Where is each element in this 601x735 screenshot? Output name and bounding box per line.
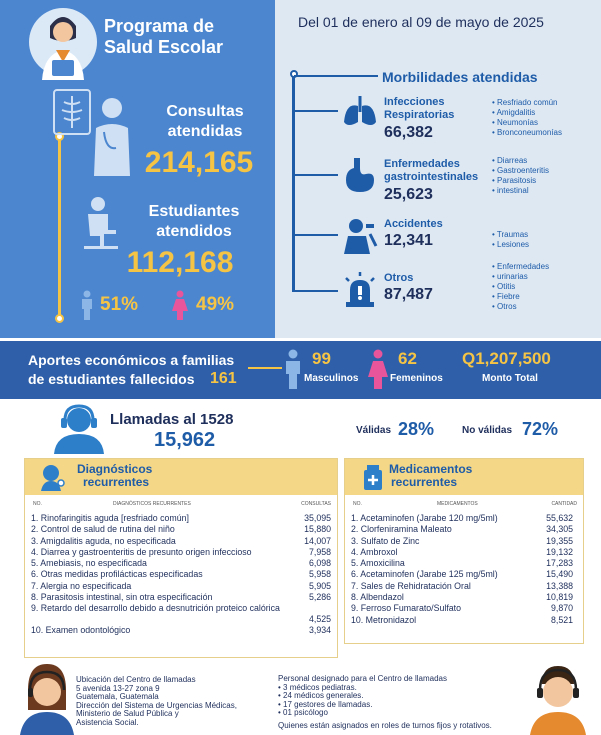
medications-title-line2: recurrentes bbox=[391, 475, 458, 489]
call-agent-icon bbox=[50, 404, 108, 454]
column-header-no: NO. bbox=[33, 501, 42, 507]
table-row bbox=[31, 592, 331, 603]
morbidity-value: 12,341 bbox=[384, 232, 433, 249]
table-row bbox=[351, 513, 573, 524]
morbidity-name-line1: Otros bbox=[384, 272, 414, 284]
morbidity-list bbox=[492, 262, 549, 312]
morbidity-list-item: • Gastroenteritis bbox=[492, 166, 549, 176]
medications-header bbox=[345, 459, 583, 495]
table-row bbox=[351, 536, 573, 547]
morbidity-list-item: • Otitis bbox=[492, 282, 549, 292]
staff-list bbox=[278, 684, 528, 718]
row-label: 10. Metronidazol bbox=[351, 614, 417, 625]
total-amount: Q1,207,500 bbox=[462, 349, 551, 368]
program-title bbox=[104, 16, 223, 58]
invalid-calls-label: No válidas bbox=[462, 425, 513, 436]
row-label: 4. Diarrea y gastroenteritis de presunto origen infeccioso bbox=[31, 546, 252, 557]
valid-calls-label: Válidas bbox=[356, 425, 392, 436]
estudiantes-value: 112,168 bbox=[126, 246, 234, 279]
consultas-value: 214,165 bbox=[144, 146, 254, 179]
column-header-name: DIAGNÓSTICOS RECURRENTES bbox=[113, 501, 191, 507]
row-label: 3. Amigdalitis aguda, no especificada bbox=[31, 535, 176, 546]
morbidity-list-item: • Parasitosis bbox=[492, 176, 549, 186]
row-label: 10. Examen odontológico bbox=[31, 625, 131, 636]
table-row bbox=[351, 581, 573, 592]
program-title-line2: Salud Escolar bbox=[104, 37, 224, 57]
row-label: 8. Parasitosis intestinal, sin otra especificación bbox=[31, 592, 213, 603]
doctor-avatar-icon bbox=[28, 4, 98, 80]
calls-value: 15,962 bbox=[154, 429, 216, 451]
consultas-label-line1: Consultas bbox=[166, 103, 244, 120]
morbidity-name-line1: Accidentes bbox=[384, 218, 443, 230]
consultas-label-line2: atendidas bbox=[167, 123, 243, 140]
morbidity-list bbox=[492, 230, 529, 250]
morbidity-item bbox=[292, 214, 601, 258]
staff-item: • 24 médicos generales. bbox=[278, 692, 528, 701]
table-row bbox=[31, 513, 331, 524]
row-value: 19,355 bbox=[546, 535, 573, 546]
column-header-value: CANTIDAD bbox=[551, 501, 577, 507]
row-value: 9,870 bbox=[550, 603, 573, 614]
morbidity-item bbox=[292, 92, 601, 148]
row-label: 5. Amoxicilina bbox=[351, 558, 405, 569]
row-value: 6,098 bbox=[308, 558, 331, 569]
estudiantes-label-line2: atendidos bbox=[156, 223, 232, 240]
estudiantes-label-line1: Estudiantes bbox=[148, 203, 240, 220]
sick-person-icon bbox=[39, 463, 67, 491]
aportes-label bbox=[28, 351, 234, 389]
aportes-count: 161 bbox=[210, 370, 237, 387]
female-icon bbox=[368, 349, 388, 389]
aportes-band bbox=[0, 341, 601, 399]
row-value: 55,632 bbox=[546, 513, 573, 523]
male-percentage: 51% bbox=[100, 294, 139, 315]
table-row bbox=[351, 592, 573, 603]
morbidity-connector bbox=[294, 75, 378, 77]
row-value: 8,521 bbox=[550, 614, 573, 625]
total-amount-label: Monto Total bbox=[482, 373, 538, 384]
row-value: 19,132 bbox=[546, 546, 573, 557]
medicine-bottle-icon bbox=[359, 463, 387, 491]
row-value: 5,905 bbox=[308, 580, 331, 591]
row-label: 1. Acetaminofen (Jarabe 120 mg/5ml) bbox=[351, 513, 498, 523]
diagnoses-title-line2: recurrentes bbox=[83, 475, 150, 489]
row-value: 4,525 bbox=[308, 614, 331, 625]
female-label: Femeninos bbox=[390, 373, 443, 384]
table-row bbox=[31, 625, 331, 636]
table-row bbox=[31, 581, 331, 592]
row-label: 9. Ferroso Fumarato/Sulfato bbox=[351, 603, 462, 614]
stomach-icon bbox=[340, 156, 380, 196]
table-row bbox=[31, 569, 331, 580]
timeline-dot bbox=[55, 314, 64, 323]
row-value: 35,095 bbox=[304, 513, 331, 523]
staff-item: • 17 gestores de llamadas. bbox=[278, 701, 528, 710]
row-value: 13,388 bbox=[546, 580, 573, 591]
morbidity-list-item: • Amigdalitis bbox=[492, 108, 562, 118]
lungs-icon bbox=[340, 92, 380, 132]
aportes-connector bbox=[248, 367, 282, 369]
medications-list bbox=[351, 513, 573, 626]
table-row bbox=[31, 558, 331, 569]
aportes-label-line1: Aportes económicos a familias bbox=[28, 352, 235, 368]
staff-title: Personal designado para el Centro de llamadas bbox=[278, 674, 447, 683]
morbidity-list-item: • Enfermedades bbox=[492, 262, 549, 272]
location-line: Dirección del Sistema de Urgencias Médicas, bbox=[76, 700, 237, 710]
row-value: 3,934 bbox=[308, 625, 331, 636]
table-row bbox=[351, 603, 573, 614]
morbidity-name bbox=[384, 158, 478, 184]
morbidity-value: 66,382 bbox=[384, 124, 433, 141]
morbidity-list bbox=[492, 156, 549, 196]
location-line: Ubicación del Centro de llamadas bbox=[76, 675, 196, 684]
column-header-value: CONSULTAS bbox=[301, 501, 331, 507]
row-label: 7. Alergia no especificada bbox=[31, 580, 132, 591]
morbidity-list-item: • Neumonías bbox=[492, 118, 562, 128]
location-line: 5 avenida 13-27 zona 9 bbox=[76, 683, 160, 693]
medications-title-line1: Medicamentos bbox=[389, 462, 473, 476]
row-label: 8. Albendazol bbox=[351, 592, 404, 603]
calls-label: Llamadas al 1528 bbox=[110, 411, 234, 428]
diagnoses-box bbox=[24, 458, 338, 658]
table-row bbox=[31, 536, 331, 547]
male-count: 99 bbox=[312, 349, 331, 368]
female-percentage: 49% bbox=[196, 294, 235, 315]
row-value: 17,283 bbox=[546, 558, 573, 569]
morbidity-name-line2: gastrointestinales bbox=[384, 171, 479, 183]
row-label: 6. Acetaminofen (Jarabe 125 mg/5ml) bbox=[351, 569, 498, 580]
morbidity-list-item: • Bronconeumonías bbox=[492, 128, 562, 138]
row-label: 2. Clorfeniramina Maleato bbox=[351, 524, 452, 535]
row-label: 3. Sulfato de Zinc bbox=[351, 535, 420, 546]
morbidity-value: 87,487 bbox=[384, 286, 433, 303]
male-icon bbox=[80, 290, 94, 320]
column-header-name: MEDICAMENTOS bbox=[437, 501, 478, 507]
male-icon bbox=[284, 349, 302, 389]
female-icon bbox=[172, 290, 188, 320]
morbidity-list bbox=[492, 98, 562, 138]
morbidity-list-item: • Diarreas bbox=[492, 156, 549, 166]
female-operator-avatar-icon bbox=[20, 660, 74, 735]
alarm-siren-icon bbox=[340, 270, 380, 310]
medications-title bbox=[389, 463, 472, 489]
aportes-label-line2: de estudiantes fallecidos bbox=[28, 371, 195, 387]
row-value: 5,958 bbox=[308, 569, 331, 580]
diagnoses-title bbox=[77, 463, 152, 489]
location-line: Asistencia Social. bbox=[76, 717, 139, 727]
morbidity-name bbox=[384, 96, 454, 122]
diagnoses-title-line1: Diagnósticos bbox=[77, 462, 153, 476]
table-row bbox=[351, 569, 573, 580]
row-label: 5. Amebiasis, no especificada bbox=[31, 558, 147, 569]
diagnoses-header bbox=[25, 459, 337, 495]
call-center-staff bbox=[278, 675, 528, 731]
student-desk-icon bbox=[80, 196, 120, 252]
row-label: 4. Ambroxol bbox=[351, 546, 398, 557]
row-value: 5,286 bbox=[308, 592, 331, 603]
morbidity-list-item: • Fiebre bbox=[492, 292, 549, 302]
program-title-line1: Programa de bbox=[104, 16, 215, 36]
staff-item: • 3 médicos pediatras. bbox=[278, 684, 528, 693]
morbidity-list-item: • urinarias bbox=[492, 272, 549, 282]
row-label: 7. Sales de Rehidratación Oral bbox=[351, 580, 471, 591]
diagnoses-list bbox=[31, 513, 331, 637]
morbidity-connector bbox=[294, 290, 338, 292]
morbidity-name bbox=[384, 272, 413, 285]
call-center-location bbox=[76, 676, 276, 728]
summary-panel bbox=[0, 0, 275, 338]
invalid-calls-percentage: 72% bbox=[522, 419, 559, 439]
row-value: 10,819 bbox=[546, 592, 573, 603]
table-row bbox=[31, 603, 331, 625]
morbidity-list-item: • Resfriado común bbox=[492, 98, 562, 108]
row-label: 9. Retardo del desarrollo debido a desnutrición proteico calórica bbox=[31, 603, 280, 614]
location-line: Guatemala, Guatemala bbox=[76, 692, 159, 702]
consultas-label bbox=[140, 102, 270, 142]
female-count: 62 bbox=[398, 349, 417, 368]
row-value: 7,958 bbox=[308, 546, 331, 557]
table-row bbox=[351, 524, 573, 535]
morbidity-item bbox=[292, 154, 601, 210]
morbidity-name bbox=[384, 218, 443, 231]
morbidity-list-item: • intestinal bbox=[492, 186, 549, 196]
row-value: 15,490 bbox=[546, 569, 573, 580]
morbidity-connector bbox=[294, 110, 338, 112]
staff-item: • 01 psicólogo bbox=[278, 709, 528, 718]
morbidity-name-line2: Respiratorias bbox=[384, 109, 455, 121]
morbidity-title: Morbilidades atendidas bbox=[382, 69, 538, 85]
valid-calls-percentage: 28% bbox=[398, 419, 435, 439]
table-row bbox=[31, 524, 331, 535]
date-range: Del 01 de enero al 09 de mayo de 2025 bbox=[298, 14, 544, 30]
morbidity-connector bbox=[294, 174, 338, 176]
top-section bbox=[0, 0, 601, 338]
medications-box bbox=[344, 458, 584, 644]
morbidity-value: 25,623 bbox=[384, 186, 433, 203]
row-label: 6. Otras medidas profilácticas especificadas bbox=[31, 569, 203, 580]
morbidity-connector bbox=[294, 234, 338, 236]
morbidity-name-line1: Infecciones bbox=[384, 96, 445, 108]
table-row bbox=[351, 547, 573, 558]
row-value: 34,305 bbox=[546, 524, 573, 535]
row-value: 15,880 bbox=[304, 524, 331, 535]
table-row bbox=[31, 547, 331, 558]
table-row bbox=[351, 558, 573, 569]
staff-note: Quienes están asignados en roles de turnos fijos y rotativos. bbox=[278, 720, 492, 730]
table-row bbox=[351, 615, 573, 626]
morbidity-item bbox=[292, 260, 601, 320]
estudiantes-label bbox=[124, 202, 264, 242]
row-label: 2. Control de salud de rutina del niño bbox=[31, 524, 175, 535]
morbidity-list-item: • Otros bbox=[492, 302, 549, 312]
column-header-no: NO. bbox=[353, 501, 362, 507]
row-label: 1. Rinofaringitis aguda [resfriado común] bbox=[31, 513, 189, 523]
morbidity-name-line1: Enfermedades bbox=[384, 158, 460, 170]
morbidity-list-item: • Lesiones bbox=[492, 240, 529, 250]
morbidity-list-item: • Traumas bbox=[492, 230, 529, 240]
male-operator-avatar-icon bbox=[528, 660, 588, 735]
male-label: Masculinos bbox=[304, 373, 359, 384]
injured-person-icon bbox=[340, 216, 380, 256]
location-line: Ministerio de Salud Pública y bbox=[76, 709, 179, 719]
row-value: 14,007 bbox=[304, 535, 331, 546]
